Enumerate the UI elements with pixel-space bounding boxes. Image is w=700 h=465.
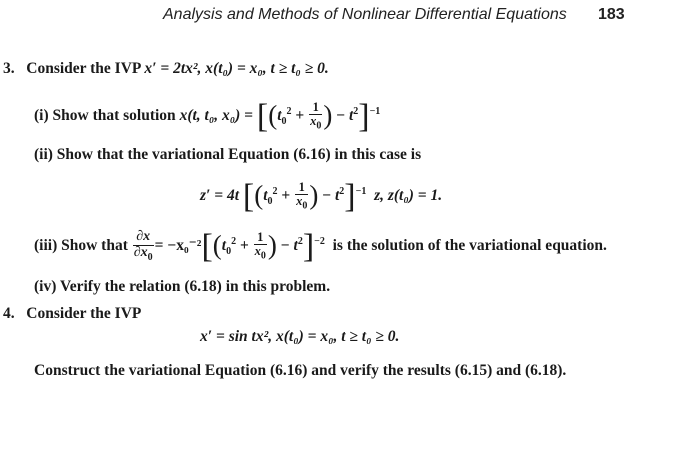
part-iii-label: (iii) Show that	[34, 237, 128, 255]
part-ii-lhs: z′ = 4t	[200, 187, 240, 204]
problem-3-statement	[3, 60, 329, 78]
page-number: 183	[598, 6, 625, 23]
part-iii-tail: is the solution of the variational equation.	[332, 237, 607, 255]
problem-3-part-iv: (iv) Verify the relation (6.18) in this problem.	[34, 278, 331, 295]
part-iii-mid: = −x₀⁻²	[154, 237, 202, 255]
problem-4-number: 4.	[3, 305, 15, 322]
variational-equation: z′ = 4t [($t_0^2$ + $\frac{1}{x_0}$ ) − $t^2]^{-1}$ z, z(t₀) = 1.	[200, 178, 443, 215]
problem-4-closing: Construct the variational Equation (6.16) and verify the results (6.15) and (6.18).	[34, 362, 567, 379]
part-i-lhs: x(t, t₀, x₀) =	[179, 107, 254, 124]
problem-3-ivp: x′ = 2tx², x(t₀) = x₀, t ≥ t₀ ≥ 0.	[144, 60, 329, 77]
problem-4-intro: Consider the IVP	[26, 305, 142, 322]
problem-3-intro: Consider the IVP	[26, 60, 141, 77]
part-i-formula: [($t_0^2$ + $\frac{1}{x_0}$ ) − $t^2]^{-1}$	[256, 98, 381, 135]
problem-4-ivp: x′ = sin tx², x(t₀) = x₀, t ≥ t₀ ≥ 0.	[200, 328, 400, 345]
problem-3-part-ii: (ii) Show that the variational Equation (6.16) in this case is	[34, 146, 422, 163]
problem-3-part-i	[34, 100, 380, 134]
running-title: Analysis and Methods of Nonlinear Differential Equations	[163, 6, 567, 23]
part-ii-rhs: z, z(t₀) = 1.	[374, 187, 443, 204]
part-i-label: (i) Show that solution	[34, 107, 176, 124]
problem-3-number: 3.	[3, 60, 15, 77]
problem-3-part-iii: (iii) Show that $\frac{\partial x}{\partial x_0}$ = $-x_0^{-2}[(t_0^2$ + $\frac{1}{x_0}$ ) − $t^2]^{-2}$ is the solution of the variational equation.	[34, 228, 607, 266]
problem-4-statement	[3, 305, 141, 323]
